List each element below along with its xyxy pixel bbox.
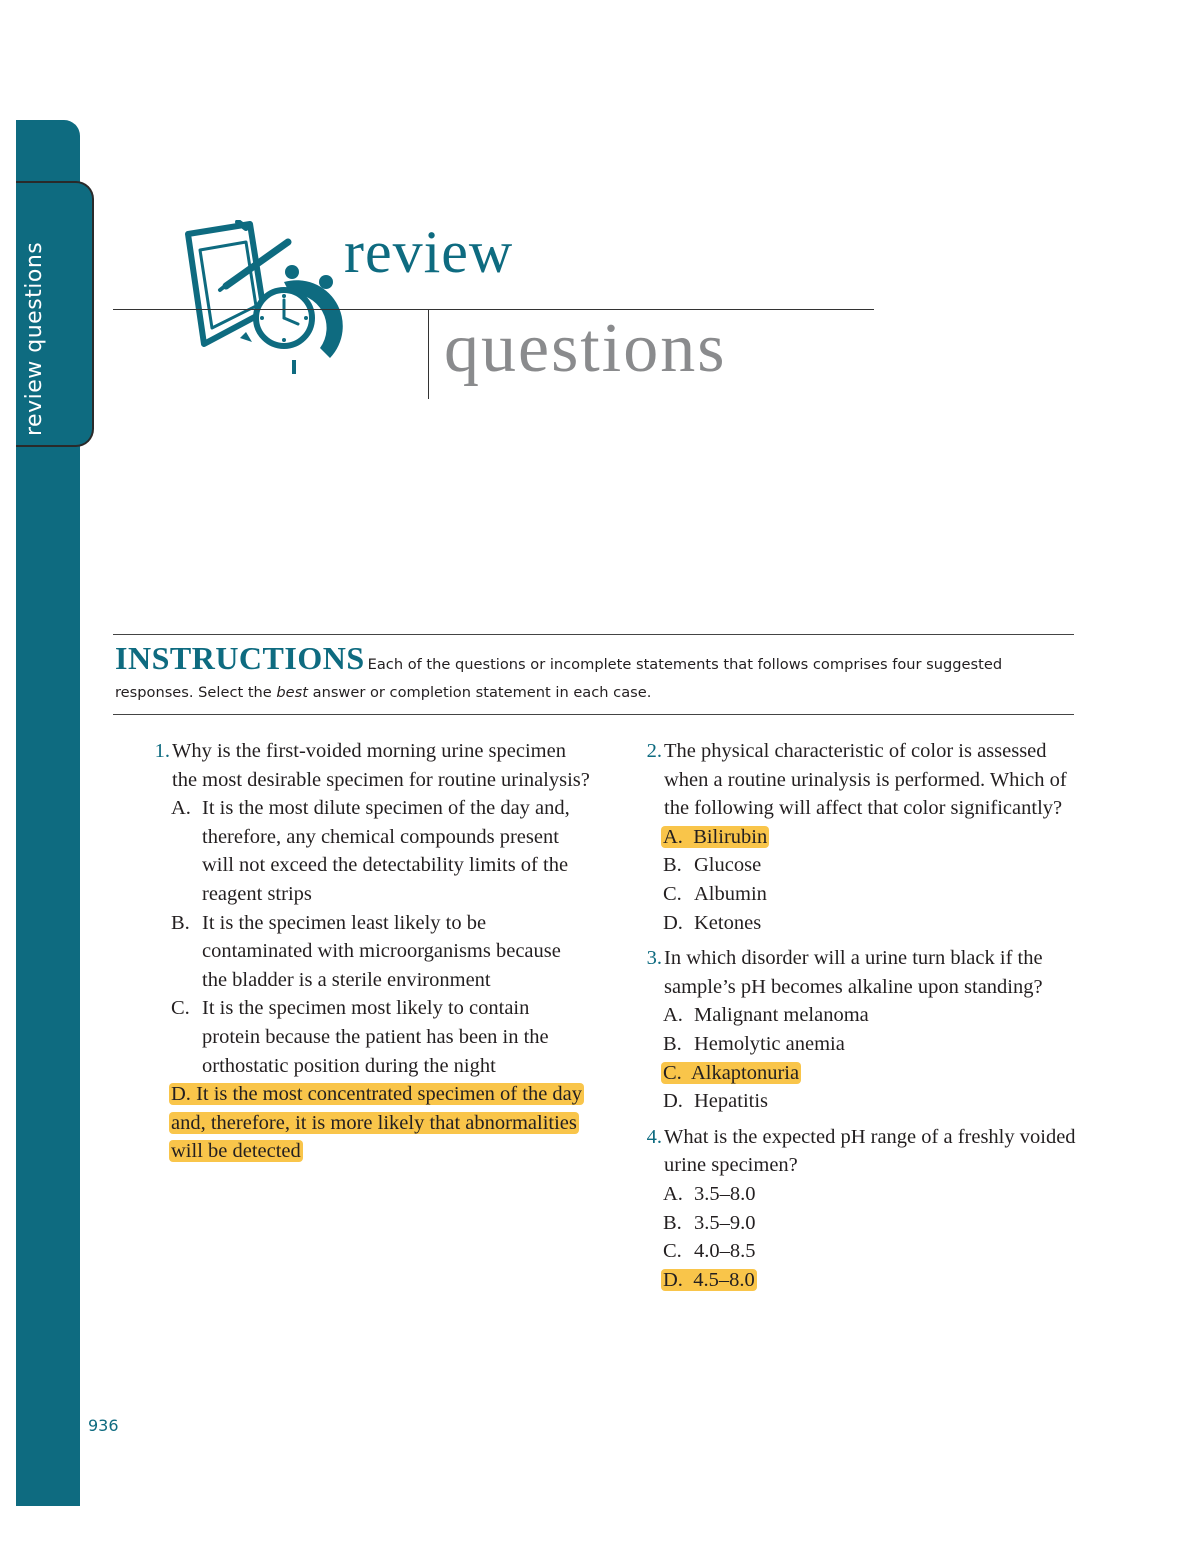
option-text: 3.5–9.0 [694, 1211, 756, 1234]
section-tab-label: review questions [22, 241, 47, 436]
page-number: 936 [88, 1416, 119, 1435]
highlighted-answer [661, 1062, 801, 1084]
highlighted-answer [661, 1269, 757, 1291]
option-c [663, 880, 1082, 909]
option-text: Hepatitis [694, 1090, 769, 1113]
question-column-left [140, 737, 590, 1173]
instructions-text-after: answer or completion statement in each case. [308, 684, 652, 701]
option-text: It is the specimen most likely to contain protein because the patient has been in the orthostatic position during the night [202, 997, 549, 1077]
question-stem: Why is the first-voided morning urine specimen the most desirable specimen for routine urinalysis? [172, 740, 590, 791]
option-text: Malignant melanoma [694, 1004, 869, 1027]
question-stem: What is the expected pH range of a freshly voided urine specimen? [664, 1125, 1076, 1177]
instructions-text-emphasis: best [276, 684, 308, 701]
option-text: It is the most concentrated specimen of the day and, therefore, it is more likely that abnormalities will be detected [171, 1083, 583, 1163]
option-d [663, 1087, 1082, 1116]
option-d-highlighted [171, 1080, 590, 1166]
option-b [663, 1209, 1082, 1238]
option-a [663, 1001, 1082, 1030]
highlighted-answer [169, 1083, 584, 1162]
option-text: 3.5–8.0 [694, 1182, 756, 1205]
option-letter: B. [663, 854, 682, 877]
option-text: It is the specimen least likely to be contaminated with microorganisms because the bladder is a sterile environment [202, 911, 561, 991]
option-letter: D. [663, 1090, 683, 1113]
option-letter: B. [171, 911, 190, 934]
clipboard-clock-icon [180, 220, 350, 380]
option-letter: C. [663, 1061, 682, 1084]
option-d [663, 909, 1082, 938]
question-1 [140, 737, 590, 1166]
option-text: It is the most dilute specimen of the day and, therefore, any chemical compounds present will not exceed the detectability limits of the reagent strips [202, 797, 570, 905]
option-b [663, 1030, 1082, 1059]
option-letter: C. [663, 1240, 682, 1263]
option-a [663, 1180, 1082, 1209]
option-d-highlighted [663, 1266, 1082, 1295]
question-stem: The physical characteristic of color is assessed when a routine urinalysis is performed. Which of the following will affect that color significantly? [664, 740, 1067, 820]
option-b [171, 909, 590, 995]
question-3 [632, 944, 1082, 1116]
option-text: 4.0–8.5 [694, 1240, 756, 1263]
option-letter: C. [663, 882, 682, 905]
instructions-heading: INSTRUCTIONS [115, 640, 365, 676]
option-letter: D. [663, 911, 683, 934]
option-a [171, 794, 590, 908]
option-letter: A. [171, 797, 191, 820]
option-c [663, 1237, 1082, 1266]
highlighted-answer [661, 826, 769, 848]
option-letter: D. [663, 1268, 683, 1291]
option-b [663, 851, 1082, 880]
option-c [171, 994, 590, 1080]
question-number: 4. [646, 1125, 662, 1148]
option-letter: A. [663, 825, 683, 848]
option-text: Alkaptonuria [690, 1061, 800, 1084]
question-2 [632, 737, 1082, 937]
question-number: 1. [154, 740, 170, 762]
option-letter: D. [171, 1083, 191, 1106]
option-text: 4.5–8.0 [693, 1268, 755, 1291]
question-number: 2. [646, 740, 662, 762]
question-number: 3. [646, 947, 662, 970]
option-text: Bilirubin [693, 825, 768, 848]
instructions-bottom-rule [113, 714, 1074, 715]
option-text: Hemolytic anemia [694, 1032, 845, 1055]
option-text: Glucose [694, 854, 762, 877]
option-c-highlighted [663, 1059, 1082, 1088]
instructions-text-before: Each of the questions or incomplete statements that follows comprises four suggested responses. Select the [115, 656, 1003, 701]
option-letter: A. [663, 1004, 683, 1027]
question-stem: In which disorder will a urine turn black if the sample’s pH becomes alkaline upon standing? [664, 947, 1043, 998]
option-letter: A. [663, 1182, 683, 1205]
option-a-highlighted [663, 823, 1082, 852]
instructions-top-rule [113, 634, 1074, 635]
header-vertical-rule [428, 309, 429, 399]
option-letter: B. [663, 1032, 682, 1055]
title-review: review [344, 219, 514, 285]
option-text: Albumin [694, 882, 767, 905]
question-4 [632, 1123, 1082, 1295]
option-letter: B. [663, 1211, 682, 1234]
question-column-right [632, 737, 1082, 1301]
option-letter: C. [171, 997, 190, 1020]
title-questions: questions [444, 310, 727, 387]
instructions-block [115, 640, 1073, 707]
option-text: Ketones [694, 911, 762, 934]
